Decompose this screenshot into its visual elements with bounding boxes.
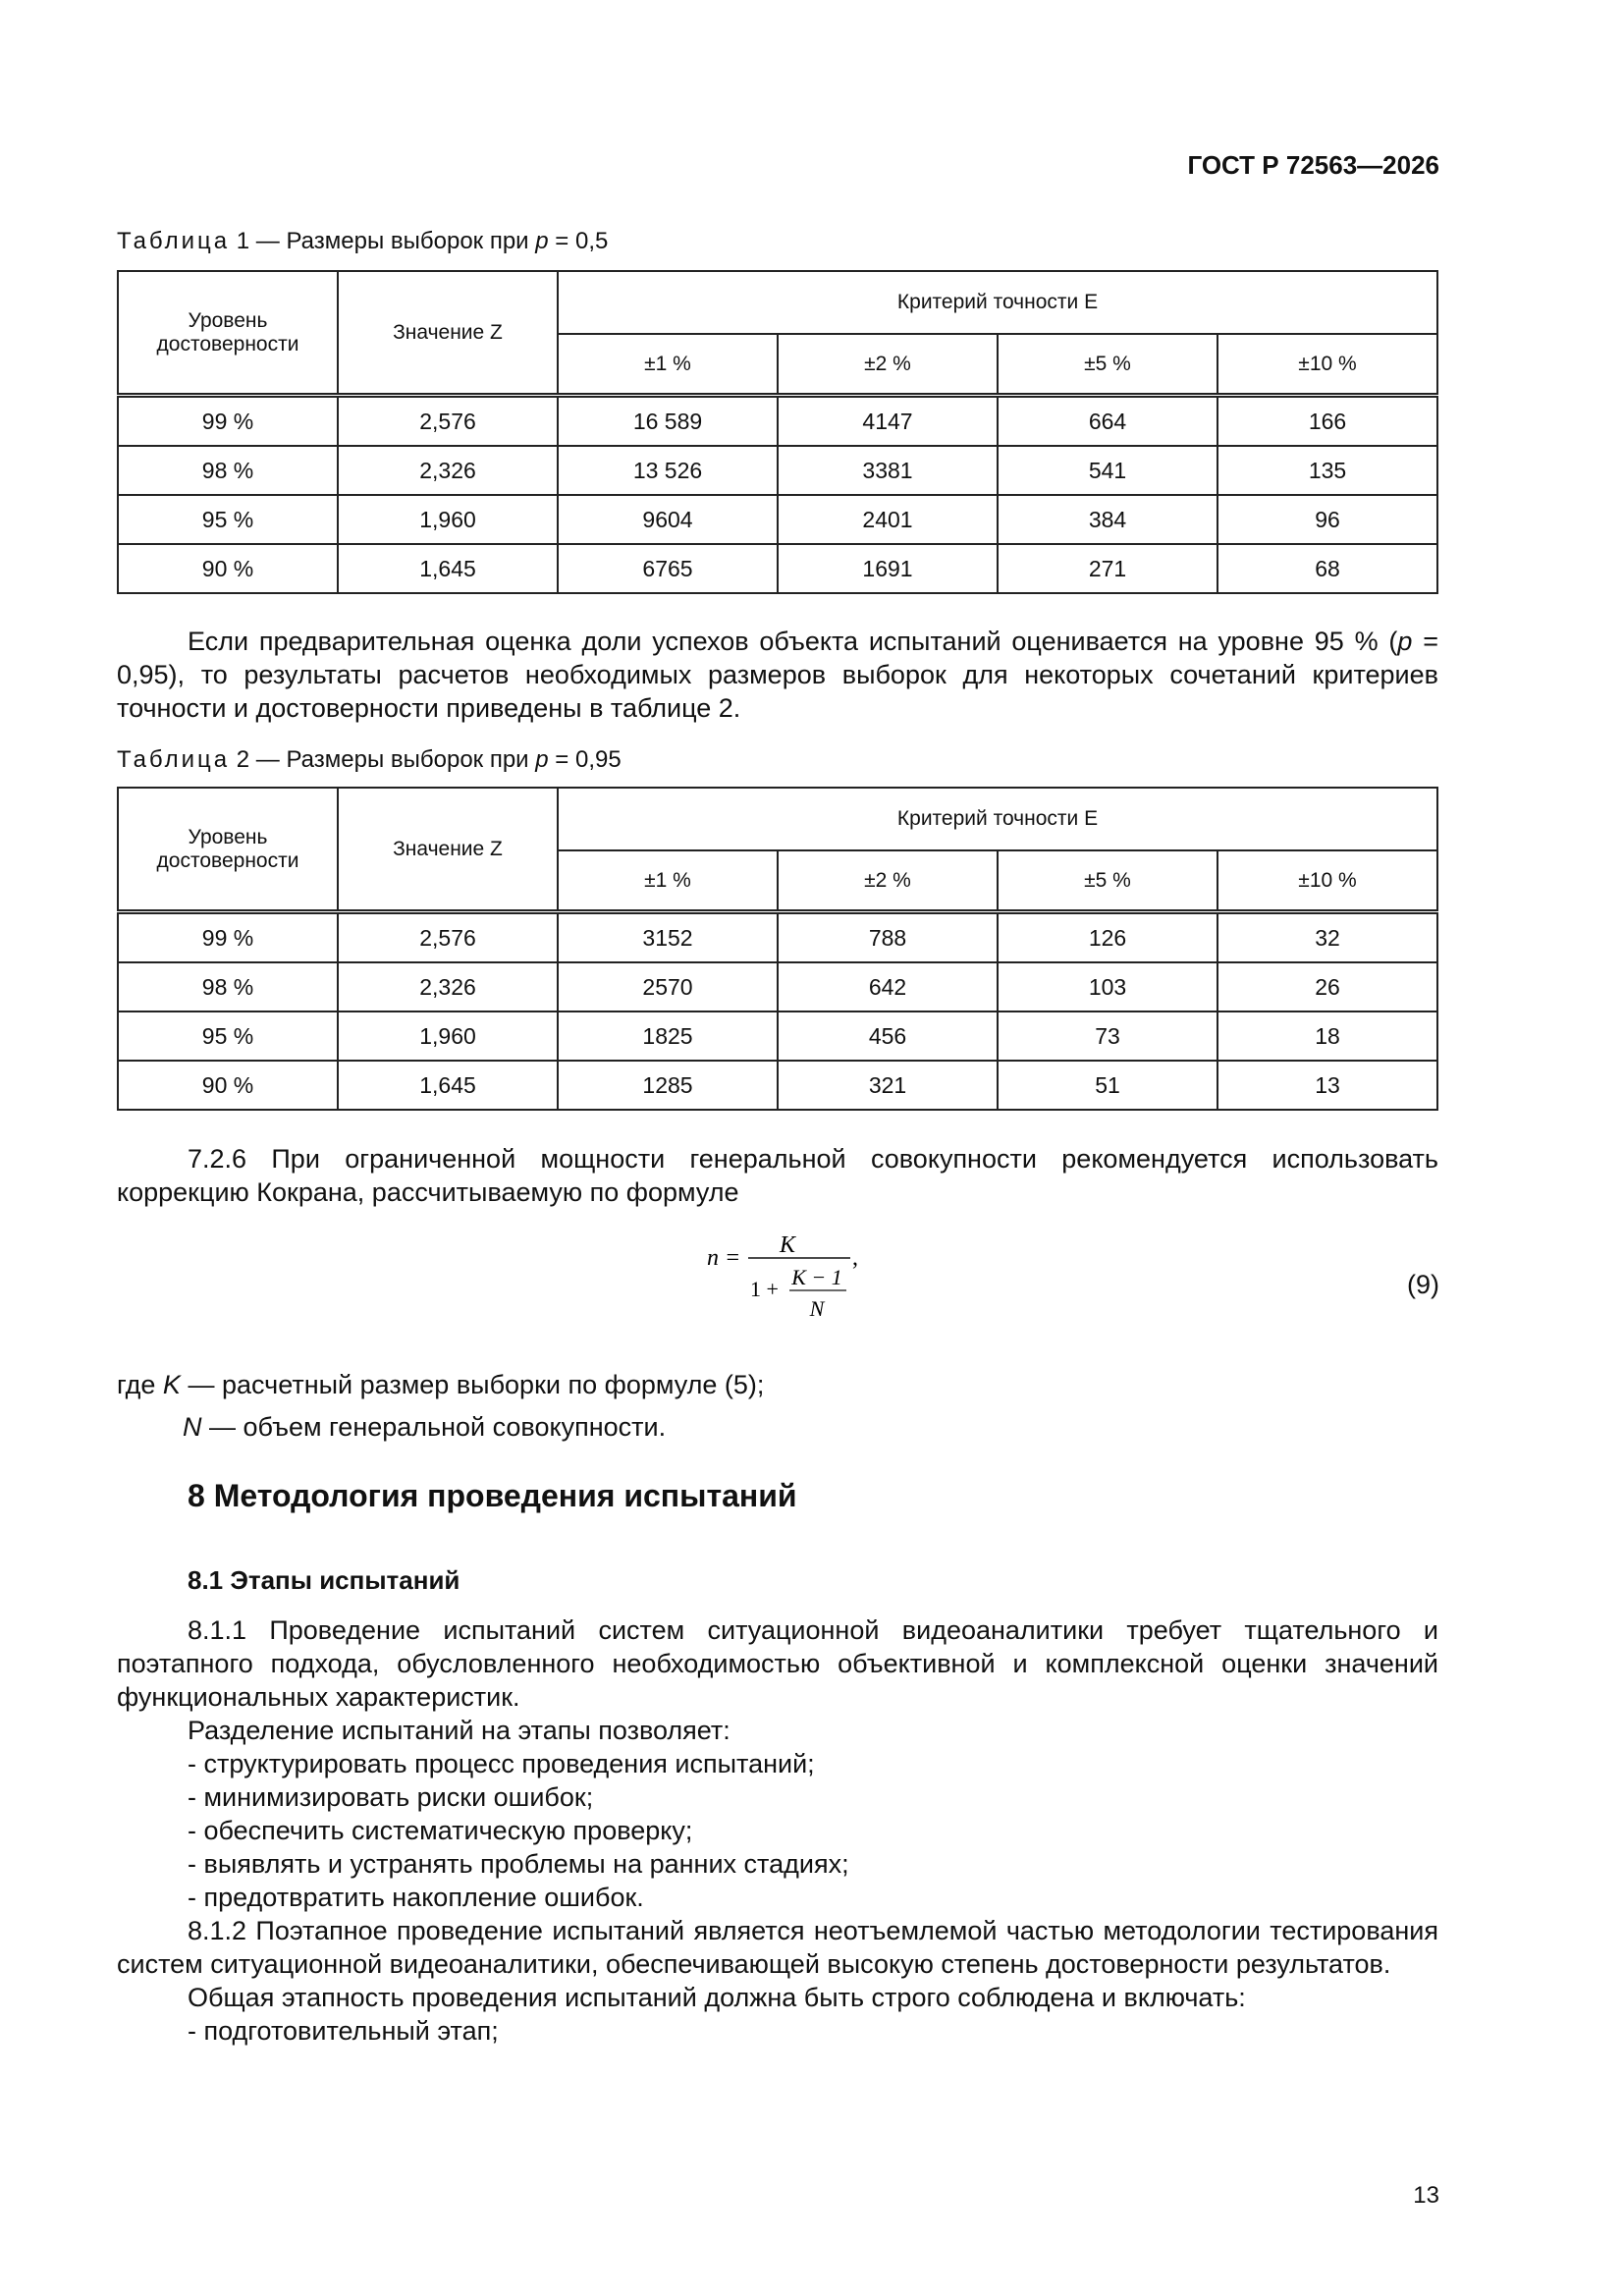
- cell: 16 589: [558, 396, 778, 447]
- table2: [117, 787, 1438, 1111]
- table1-caption-var: p: [535, 228, 549, 254]
- cell: 96: [1217, 495, 1437, 544]
- section-8-heading: 8 Методология проведения испытаний: [188, 1478, 797, 1513]
- cell: 90 %: [118, 1061, 338, 1110]
- cell: 90 %: [118, 544, 338, 593]
- header-e2: ±2 %: [778, 334, 998, 396]
- list-item: - обеспечить систематическую проверку;: [188, 1816, 693, 1845]
- table1-caption-prefix: Таблица: [117, 228, 231, 254]
- table-row: [118, 962, 1437, 1011]
- cell: 1691: [778, 544, 998, 593]
- cell: 541: [998, 446, 1217, 495]
- header-criterion: Критерий точности Е: [558, 271, 1437, 334]
- paragraph-812: 8.1.2 Поэтапное проведение испытаний является неотъемлемой частью методологии тестирования систем ситуационной видеоаналитики, обеспечивающей высокую степень достоверности результатов.: [117, 1916, 1438, 1979]
- header-level: Уровень достоверности: [118, 788, 338, 912]
- cell: 6765: [558, 544, 778, 593]
- cochran-formula: [707, 1228, 864, 1326]
- paragraph-estimate: [117, 625, 1438, 725]
- list-item: - минимизировать риски ошибок;: [188, 1782, 594, 1812]
- table-row: [118, 1061, 1437, 1110]
- cell: 26: [1217, 962, 1437, 1011]
- formula-one-plus: 1 +: [750, 1277, 779, 1301]
- cell: 135: [1217, 446, 1437, 495]
- table2-caption-var: p: [535, 746, 549, 773]
- cell: 2570: [558, 962, 778, 1011]
- where-k-var: K: [162, 1370, 181, 1399]
- cell: 788: [778, 912, 998, 963]
- cell: 3152: [558, 912, 778, 963]
- list-item: - структурировать процесс проведения испытаний;: [188, 1749, 815, 1778]
- formula-number: (9): [1407, 1270, 1439, 1299]
- cell: 664: [998, 396, 1217, 447]
- cell: 321: [778, 1061, 998, 1110]
- page-number: 13: [1413, 2182, 1439, 2209]
- where-prefix: где: [117, 1370, 156, 1399]
- formula-inner-numerator: K − 1: [791, 1265, 842, 1289]
- table2-caption-value: = 0,95: [555, 746, 622, 773]
- cell: 4147: [778, 396, 998, 447]
- cell: 13 526: [558, 446, 778, 495]
- cell: 1,645: [338, 544, 558, 593]
- cell: 384: [998, 495, 1217, 544]
- cell: 642: [778, 962, 998, 1011]
- header-level: Уровень достоверности: [118, 271, 338, 396]
- paragraph-general: Общая этапность проведения испытаний должна быть строго соблюдена и включать:: [188, 1983, 1246, 2012]
- cell: 18: [1217, 1011, 1437, 1061]
- table-row: [118, 446, 1437, 495]
- cell: 99 %: [118, 396, 338, 447]
- table-row: [118, 396, 1437, 447]
- cell: 13: [1217, 1061, 1437, 1110]
- header-e5: ±5 %: [998, 334, 1217, 396]
- where-k-line: [117, 1368, 1438, 1401]
- table-row: [118, 1011, 1437, 1061]
- cell: 1,960: [338, 495, 558, 544]
- table1: [117, 270, 1438, 594]
- section-8-1-body: [117, 1613, 1438, 2048]
- table-row: [118, 912, 1437, 963]
- where-n-text: — объем генеральной совокупности.: [201, 1412, 667, 1442]
- header-e10: ±10 %: [1217, 334, 1437, 396]
- cell: 1,960: [338, 1011, 558, 1061]
- cell: 1285: [558, 1061, 778, 1110]
- table-row: [118, 544, 1437, 593]
- cell: 73: [998, 1011, 1217, 1061]
- table1-caption-text: 1 — Размеры выборок при: [236, 228, 529, 254]
- header-e10: ±10 %: [1217, 850, 1437, 912]
- cell: 32: [1217, 912, 1437, 963]
- header-criterion: Критерий точности Е: [558, 788, 1437, 850]
- cell: 2,326: [338, 446, 558, 495]
- cell: 95 %: [118, 1011, 338, 1061]
- list-item: - предотвратить накопление ошибок.: [188, 1883, 644, 1912]
- cell: 1825: [558, 1011, 778, 1061]
- where-n-var: N: [183, 1412, 202, 1442]
- table1-caption: [117, 228, 608, 255]
- table1-caption-value: = 0,5: [555, 228, 609, 254]
- para1-var: p: [1397, 627, 1413, 656]
- cell: 126: [998, 912, 1217, 963]
- cell: 99 %: [118, 912, 338, 963]
- cell: 2,576: [338, 912, 558, 963]
- header-e1: ±1 %: [558, 334, 778, 396]
- cell: 103: [998, 962, 1217, 1011]
- cell: 51: [998, 1061, 1217, 1110]
- table2-caption-text: 2 — Размеры выборок при: [236, 746, 529, 773]
- cell: 2,326: [338, 962, 558, 1011]
- list-item: - выявлять и устранять проблемы на ранних стадиях;: [188, 1849, 849, 1879]
- table-row: [118, 495, 1437, 544]
- cell: 9604: [558, 495, 778, 544]
- header-z: Значение Z: [338, 271, 558, 396]
- cell: 95 %: [118, 495, 338, 544]
- table2-caption-prefix: Таблица: [117, 746, 231, 773]
- cell: 98 %: [118, 962, 338, 1011]
- formula-lhs: n =: [707, 1245, 741, 1271]
- section-8-1-heading: 8.1 Этапы испытаний: [188, 1565, 460, 1595]
- cell: 166: [1217, 396, 1437, 447]
- cell: 68: [1217, 544, 1437, 593]
- header-z: Значение Z: [338, 788, 558, 912]
- header-e1: ±1 %: [558, 850, 778, 912]
- header-e5: ±5 %: [998, 850, 1217, 912]
- para1-a: Если предварительная оценка доли успехов объекта испытаний оценивается на уровне 95 % (: [188, 627, 1398, 656]
- cell: 456: [778, 1011, 998, 1061]
- standard-number: ГОСТ Р 72563—2026: [1187, 150, 1439, 180]
- where-n-line: [183, 1410, 1361, 1444]
- cell: 1,645: [338, 1061, 558, 1110]
- formula-comma: ,: [852, 1245, 858, 1271]
- cell: 2,576: [338, 396, 558, 447]
- table2-caption: [117, 746, 622, 774]
- cell: 271: [998, 544, 1217, 593]
- paragraph-split: Разделение испытаний на этапы позволяет:: [188, 1716, 730, 1745]
- para1-b: = 0,95), то результаты расчетов необходимых размеров выборок для некоторых сочетаний критериев точности и достоверности приведены в таблице 2.: [117, 627, 1438, 723]
- where-k-text: — расчетный размер выборки по формуле (5);: [180, 1370, 765, 1399]
- formula-inner-denominator: N: [809, 1296, 825, 1321]
- paragraph-811: 8.1.1 Проведение испытаний систем ситуационной видеоаналитики требует тщательного и поэтапного подхода, обусловленного необходимостью объективной и комплексной оценки значений функциональных характеристик.: [117, 1615, 1438, 1712]
- list-item: - подготовительный этап;: [188, 2016, 499, 2046]
- header-e2: ±2 %: [778, 850, 998, 912]
- cell: 98 %: [118, 446, 338, 495]
- cell: 2401: [778, 495, 998, 544]
- formula-numerator: K: [779, 1232, 796, 1258]
- paragraph-726: 7.2.6 При ограниченной мощности генеральной совокупности рекомендуется использовать коррекцию Кокрана, рассчитываемую по формуле: [117, 1144, 1438, 1207]
- cell: 3381: [778, 446, 998, 495]
